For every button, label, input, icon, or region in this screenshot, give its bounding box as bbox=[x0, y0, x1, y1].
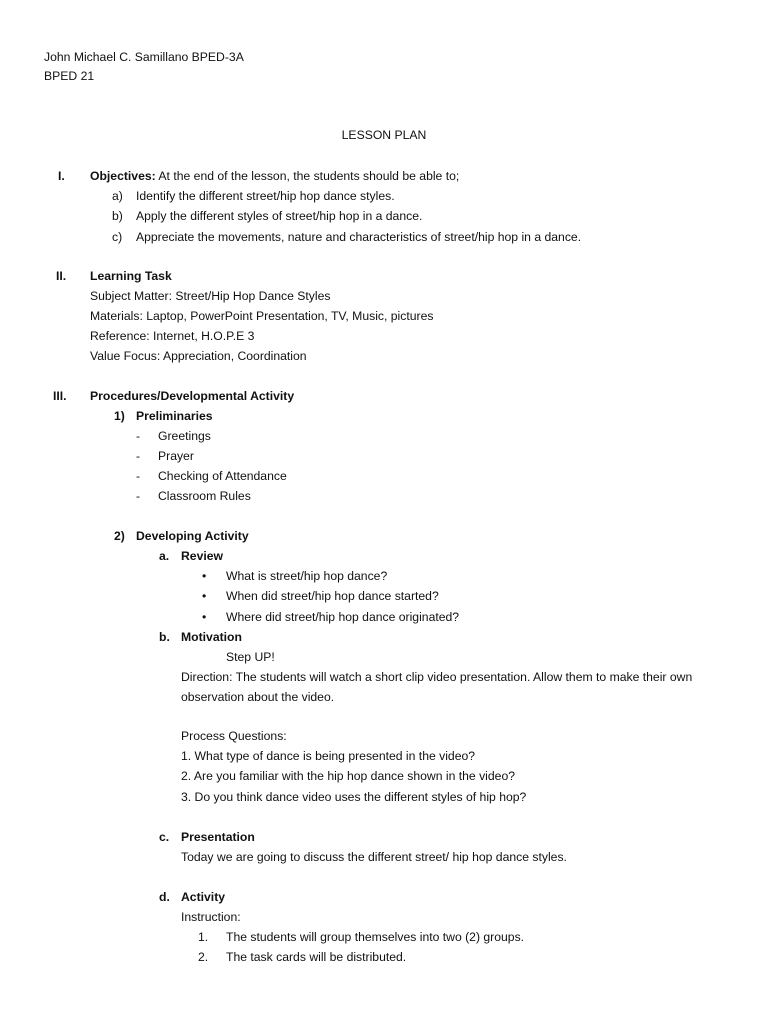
section-1-heading bbox=[90, 168, 459, 184]
section-1-intro: At the end of the lesson, the students should be able to; bbox=[155, 169, 460, 183]
review-marker: a. bbox=[159, 549, 170, 563]
review-question: Where did street/hip hop dance originated? bbox=[226, 610, 460, 624]
page-title: LESSON PLAN bbox=[341, 128, 427, 142]
activity-marker: d. bbox=[159, 890, 170, 904]
section-2-label: Learning Task bbox=[90, 269, 172, 283]
section-1-numeral: I. bbox=[58, 169, 65, 183]
objective-text: Apply the different styles of street/hip hop in a dance. bbox=[136, 209, 423, 223]
step-marker: 1. bbox=[198, 930, 209, 944]
process-question: 3. Do you think dance video uses the different styles of hip hop? bbox=[181, 790, 527, 804]
presentation-label: Presentation bbox=[181, 830, 255, 844]
objective-marker: b) bbox=[112, 209, 123, 223]
preliminary-item: Classroom Rules bbox=[158, 489, 251, 503]
preliminary-item: Checking of Attendance bbox=[158, 469, 287, 483]
bullet-dot: • bbox=[202, 589, 207, 603]
preliminaries-label: Preliminaries bbox=[136, 409, 213, 423]
learning-task-line: Subject Matter: Street/Hip Hop Dance Styles bbox=[90, 289, 331, 303]
objective-text: Appreciate the movements, nature and characteristics of street/hip hop in a dance. bbox=[136, 230, 582, 244]
bullet-dot: • bbox=[202, 610, 207, 624]
step-marker: 2. bbox=[198, 950, 209, 964]
presentation-marker: c. bbox=[159, 830, 170, 844]
step-text: The task cards will be distributed. bbox=[226, 950, 407, 964]
section-3-label: Procedures/Developmental Activity bbox=[90, 389, 295, 403]
objective-marker: c) bbox=[112, 230, 123, 244]
review-question: What is street/hip hop dance? bbox=[226, 569, 388, 583]
review-question: When did street/hip hop dance started? bbox=[226, 589, 439, 603]
motivation-marker: b. bbox=[159, 630, 170, 644]
activity-name: Step UP! bbox=[226, 650, 275, 664]
course-line: BPED 21 bbox=[44, 69, 95, 83]
learning-task-line: Value Focus: Appreciation, Coordination bbox=[90, 349, 307, 363]
process-question: 1. What type of dance is being presented in the video? bbox=[181, 749, 476, 763]
bullet-dot: • bbox=[202, 569, 207, 583]
instruction-label: Instruction: bbox=[181, 910, 241, 924]
dash-bullet: - bbox=[136, 429, 141, 443]
learning-task-line: Materials: Laptop, PowerPoint Presentation, TV, Music, pictures bbox=[90, 309, 434, 323]
learning-task-line: Reference: Internet, H.O.P.E 3 bbox=[90, 329, 255, 343]
presentation-text: Today we are going to discuss the different street/ hip hop dance styles. bbox=[181, 850, 567, 864]
motivation-label: Motivation bbox=[181, 630, 242, 644]
objective-text: Identify the different street/hip hop dance styles. bbox=[136, 189, 395, 203]
developing-label: Developing Activity bbox=[136, 529, 249, 543]
process-question: 2. Are you familiar with the hip hop dance shown in the video? bbox=[181, 769, 516, 783]
dash-bullet: - bbox=[136, 449, 141, 463]
preliminaries-marker: 1) bbox=[114, 409, 125, 423]
step-text: The students will group themselves into two (2) groups. bbox=[226, 930, 525, 944]
section-2-numeral: II. bbox=[56, 269, 67, 283]
preliminary-item: Prayer bbox=[158, 449, 194, 463]
dash-bullet: - bbox=[136, 469, 141, 483]
author-line: John Michael C. Samillano BPED-3A bbox=[44, 50, 244, 64]
direction-text: Direction: The students will watch a short clip video presentation. Allow them to make their own observation about the video. bbox=[181, 670, 693, 704]
developing-marker: 2) bbox=[114, 529, 125, 543]
section-3-numeral: III. bbox=[53, 389, 67, 403]
review-label: Review bbox=[181, 549, 224, 563]
process-questions-label: Process Questions: bbox=[181, 729, 287, 743]
activity-label: Activity bbox=[181, 890, 226, 904]
preliminary-item: Greetings bbox=[158, 429, 211, 443]
objective-marker: a) bbox=[112, 189, 123, 203]
section-1-label: Objectives: bbox=[90, 169, 156, 183]
dash-bullet: - bbox=[136, 489, 141, 503]
